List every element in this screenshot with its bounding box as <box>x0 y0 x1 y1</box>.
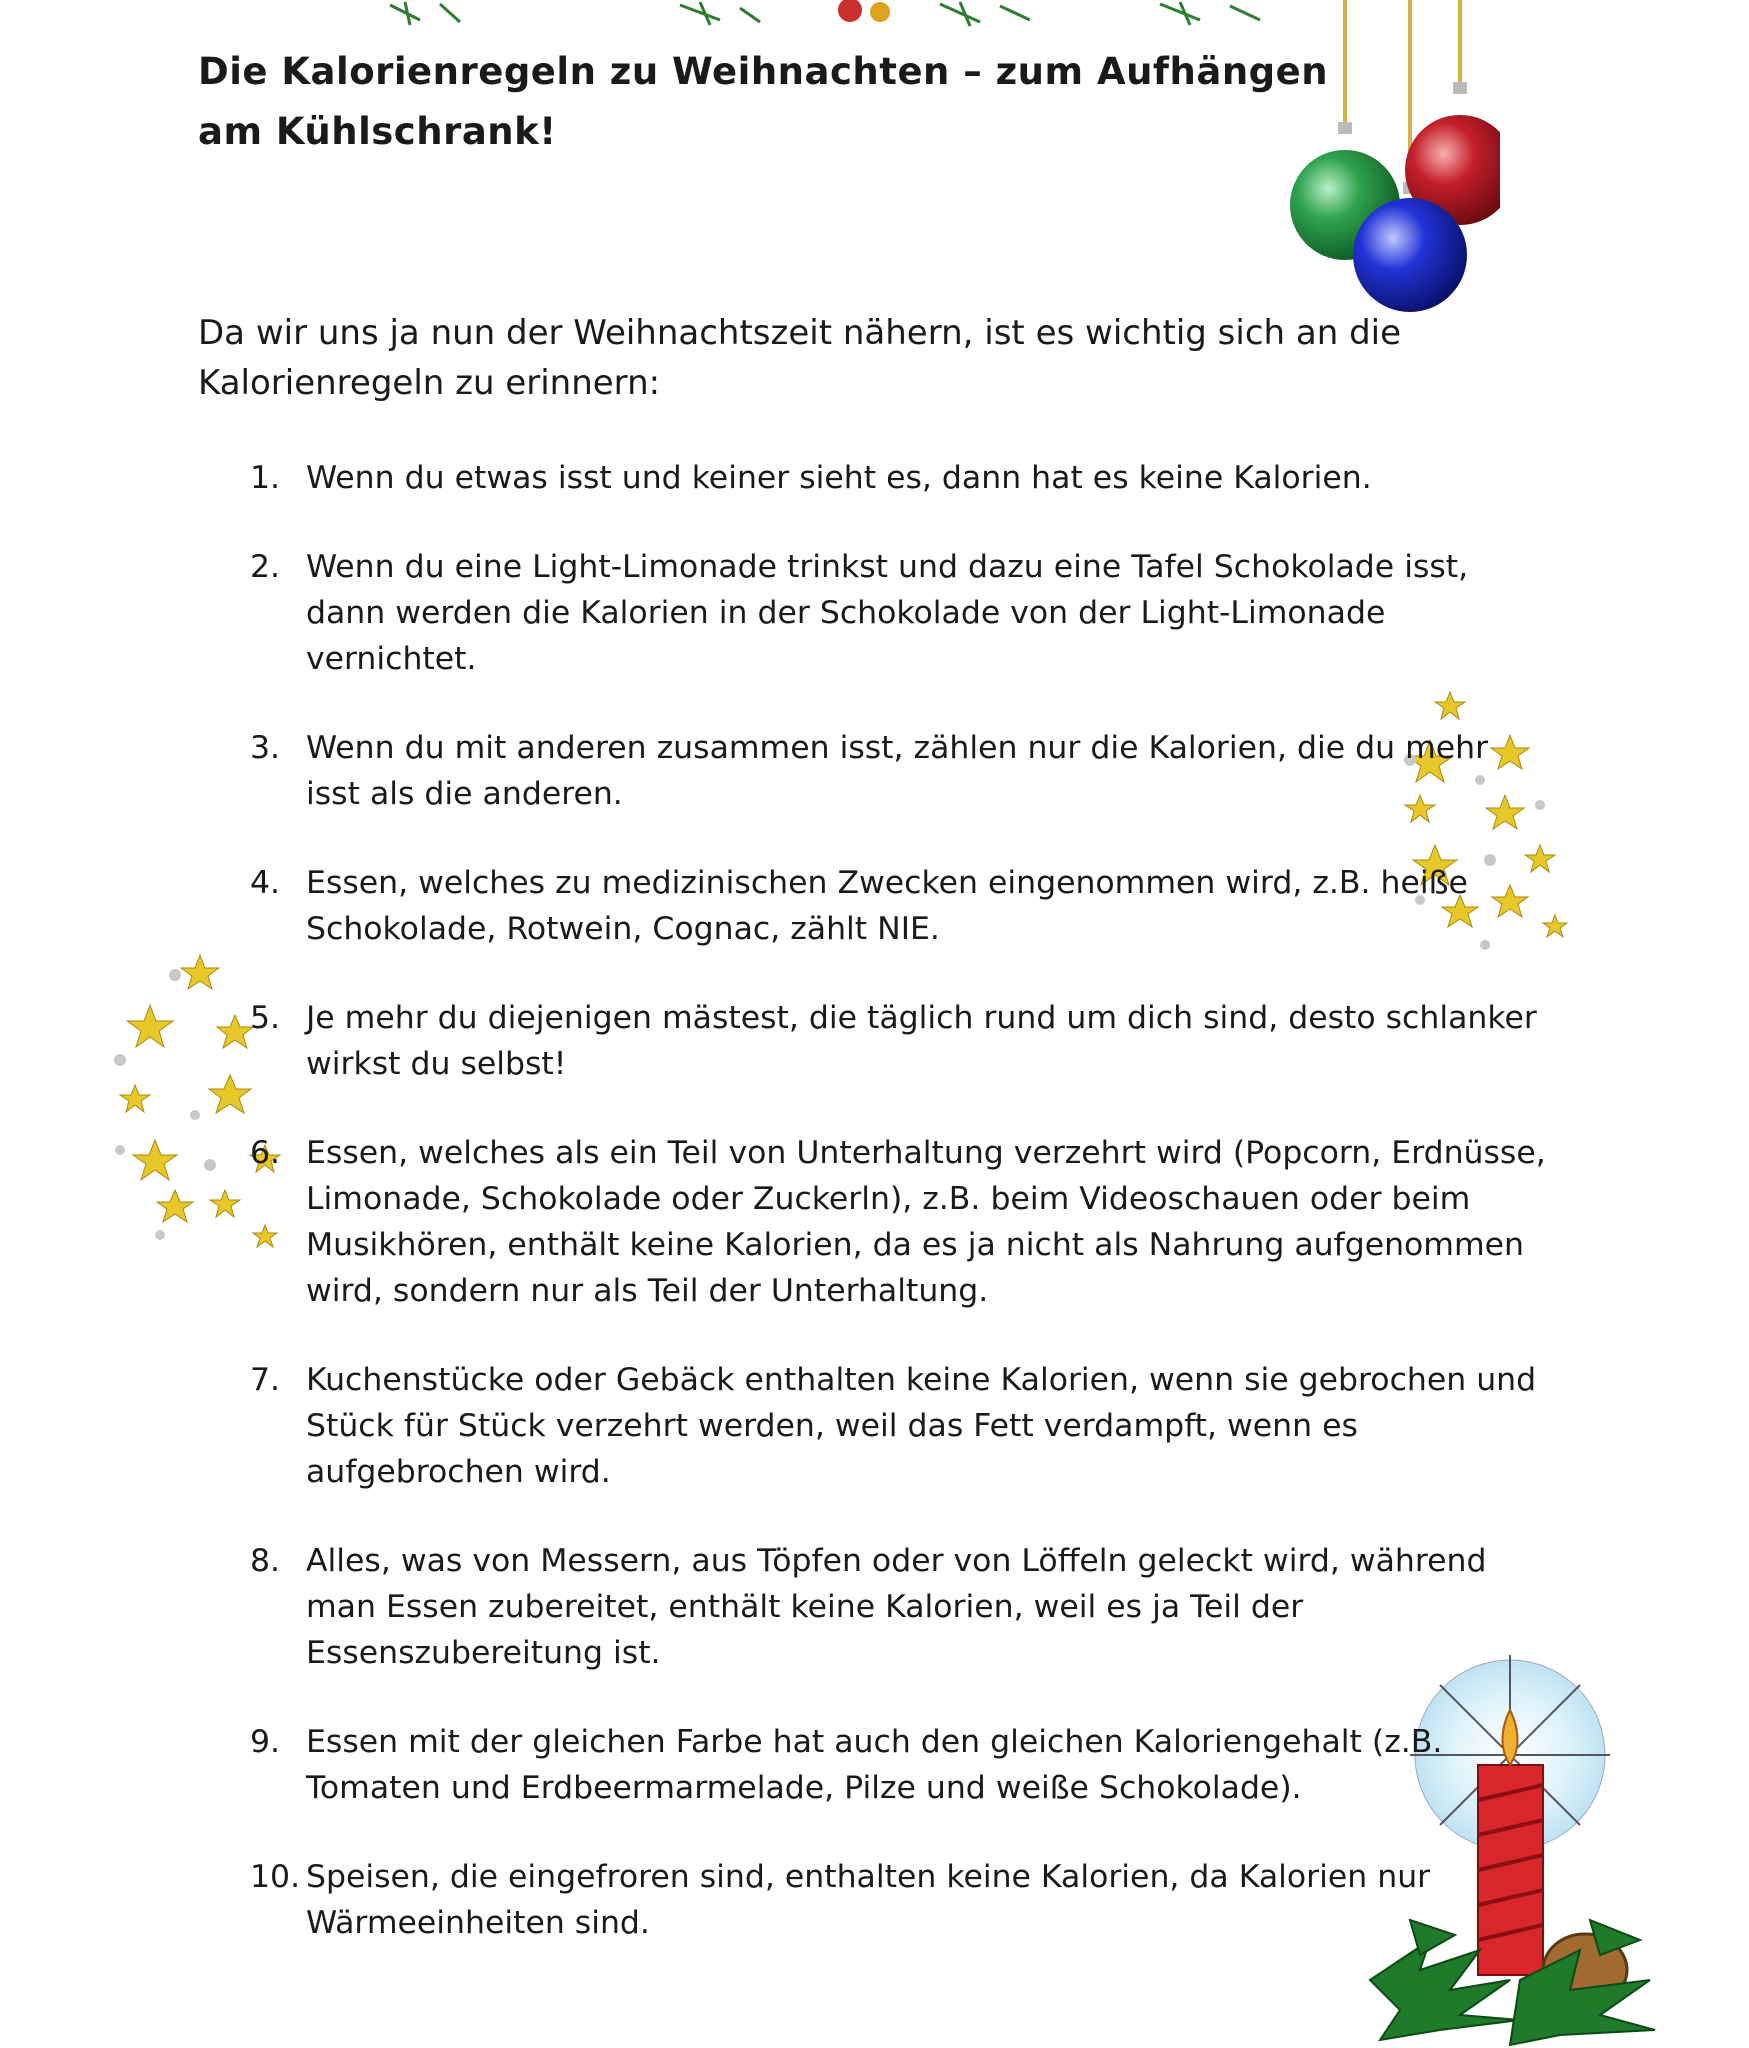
list-item <box>250 1719 1550 1811</box>
rule-text: Wenn du etwas isst und keiner sieht es, dann hat es keine Kalorien. <box>306 460 1372 496</box>
rule-number: 7. <box>250 1362 281 1398</box>
rule-number: 3. <box>250 730 281 766</box>
list-item <box>250 995 1550 1087</box>
rule-number: 6. <box>250 1135 281 1171</box>
rule-text: Kuchenstücke oder Gebäck enthalten keine Kalorien, wenn sie gebrochen und Stück für Stück verzehrt werden, weil das Fett verdampft, wenn es aufgebrochen wird. <box>306 1362 1537 1490</box>
list-item <box>250 1854 1550 1946</box>
rule-number: 8. <box>250 1543 281 1579</box>
rule-number: 5. <box>250 1000 281 1036</box>
list-item <box>250 1130 1550 1314</box>
rule-number: 2. <box>250 549 281 585</box>
rule-text: Speisen, die eingefroren sind, enthalten keine Kalorien, da Kalorien nur Wärmeeinheiten sind. <box>306 1859 1431 1941</box>
rule-text: Wenn du mit anderen zusammen isst, zählen nur die Kalorien, die du mehr isst als die anderen. <box>306 730 1489 812</box>
intro-text: Da wir uns ja nun der Weihnachtszeit nähern, ist es wichtig sich an die Kalorienregeln zu erinnern: <box>198 313 1402 403</box>
rule-text: Alles, was von Messern, aus Töpfen oder von Löffeln geleckt wird, während man Essen zubereitet, enthält keine Kalorien, weil es ja Teil der Essenszubereitung ist. <box>306 1543 1487 1671</box>
list-item <box>250 1538 1550 1676</box>
rule-number: 1. <box>250 460 281 496</box>
rule-text: Essen, welches zu medizinischen Zwecken eingenommen wird, z.B. heiße Schokolade, Rotwein, Cognac, zählt NIE. <box>306 865 1468 947</box>
list-item <box>250 725 1550 817</box>
rule-text: Essen, welches als ein Teil von Unterhaltung verzehrt wird (Popcorn, Erdnüsse, Limonade, Schokolade oder Zuckerln), z.B. beim Videoschauen oder beim Musikhören, enthält keine Kalorien, da es ja nicht als Nahrung aufgenommen wird, sondern nur als Teil der Unterhaltung. <box>306 1135 1546 1309</box>
garland-icon <box>380 0 1360 30</box>
rule-text: Essen mit der gleichen Farbe hat auch den gleichen Kaloriengehalt (z.B. Tomaten und Erdbeermarmelade, Pilze und weiße Schokolade). <box>306 1724 1443 1806</box>
rule-text: Je mehr du diejenigen mästest, die täglich rund um dich sind, desto schlanker wirkst du selbst! <box>306 1000 1537 1082</box>
list-item <box>250 860 1550 952</box>
rule-number: 10. <box>250 1859 301 1895</box>
list-item <box>250 1357 1550 1495</box>
page-title: Die Kalorienregeln zu Weihnachten – zum Aufhängen am Kühlschrank! <box>198 50 1329 153</box>
rule-number: 4. <box>250 865 281 901</box>
rule-text: Wenn du eine Light-Limonade trinkst und dazu eine Tafel Schokolade isst, dann werden die Kalorien in der Schokolade von der Light-Limonade vernichtet. <box>306 549 1469 677</box>
list-item <box>250 544 1550 682</box>
rule-number: 9. <box>250 1724 281 1760</box>
list-item <box>250 455 1550 501</box>
rules-list <box>250 455 1550 1989</box>
